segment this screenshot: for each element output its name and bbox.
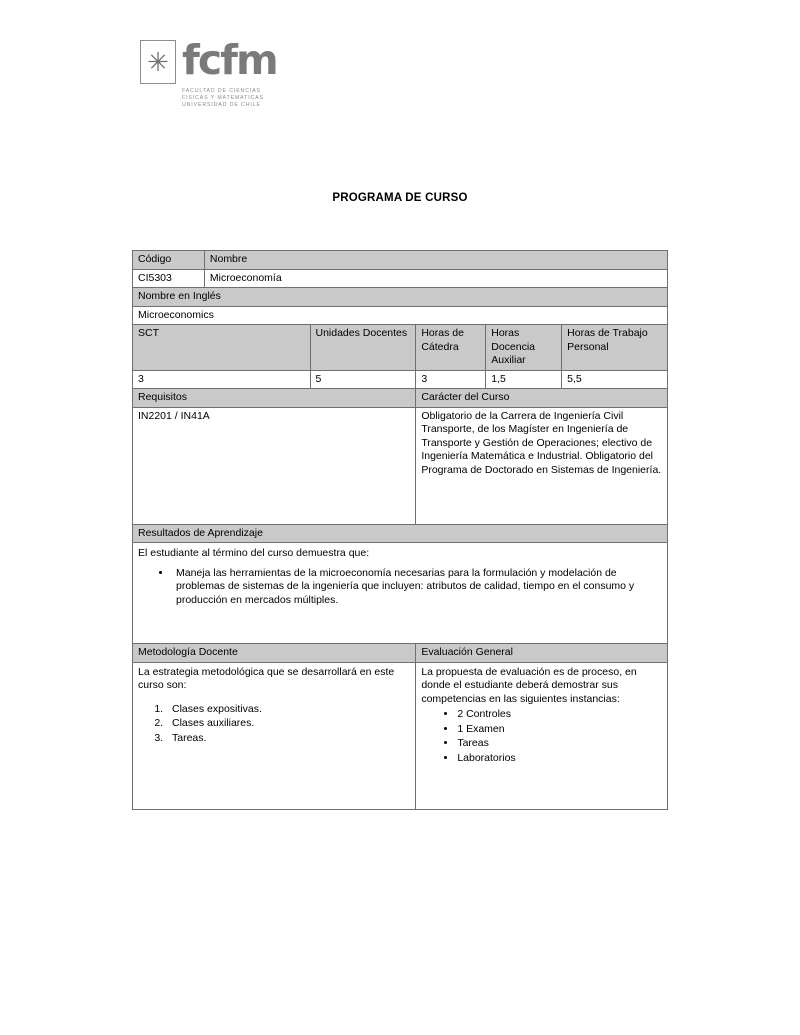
value-nombre: Microeconomía: [204, 269, 667, 288]
value-horas-docencia-auxiliar: 1,5: [486, 370, 562, 389]
value-unidades-docentes: 5: [310, 370, 416, 389]
value-resultados-aprendizaje: [133, 543, 668, 644]
evaluacion-list: [421, 708, 662, 765]
metodologia-intro: La estrategia metodológica que se desarrollará en este curso son:: [138, 665, 395, 691]
list-item: • Maneja las herramientas de la microeconomía necesarias para la formulación y modelación de problemas de sistemas de la ingeniería que incluyen: atributos de calidad, tiempo en el consumo y producción en mercados múltiples.: [172, 567, 662, 608]
evaluacion-intro: La propuesta de evaluación es de proceso, en donde el estudiante deberá demostrar sus competencias en las siguientes instancias:: [421, 665, 637, 705]
header-resultados-aprendizaje: Resultados de Aprendizaje: [133, 524, 668, 543]
list-item: • 1 Examen: [457, 723, 662, 737]
value-caracter-curso: Obligatorio de la Carrera de Ingeniería Civil Transporte, de los Magíster en Ingeniería de Transporte y Gestión de Operaciones; electivo de Ingeniería Matemática e Industrial. Obligatorio del Programa de Doctorado en Sistemas de Ingeniería.: [416, 407, 668, 524]
logo-subtitle-line-2: FISICAS Y MATEMATICAS: [182, 95, 264, 101]
star-icon: [140, 40, 176, 84]
table-row: [133, 306, 668, 325]
value-requisitos: IN2201 / IN41A: [133, 407, 416, 524]
logo-wordmark: fcfm: [182, 36, 277, 84]
list-item: • Laboratorios: [457, 752, 662, 766]
header-metodologia-docente: Metodología Docente: [133, 644, 416, 663]
logo-subtitle: [182, 88, 400, 109]
value-evaluacion-general: [416, 662, 668, 809]
resultados-bullet-list: [138, 567, 662, 608]
table-row: [133, 662, 668, 809]
table-row: [133, 325, 668, 371]
header-sct: SCT: [133, 325, 311, 371]
table-row: [133, 288, 668, 307]
list-item: • 2 Controles: [457, 708, 662, 722]
value-sct: 3: [133, 370, 311, 389]
table-row: [133, 407, 668, 524]
metodologia-list: [138, 703, 410, 746]
header-nombre-ingles: Nombre en Inglés: [133, 288, 668, 307]
table-row: [133, 543, 668, 644]
faculty-logo: [140, 36, 400, 109]
value-codigo: CI5303: [133, 269, 205, 288]
logo-subtitle-line-1: FACULTAD DE CIENCIAS: [182, 88, 261, 94]
list-item: 2. Clases auxiliares.: [166, 717, 410, 731]
page-title: PROGRAMA DE CURSO: [332, 192, 468, 204]
header-caracter-curso: Carácter del Curso: [416, 389, 668, 408]
header-horas-docencia-auxiliar: Horas Docencia Auxiliar: [486, 325, 562, 371]
header-codigo: Código: [133, 251, 205, 270]
header-horas-trabajo-personal: Horas de Trabajo Personal: [562, 325, 668, 371]
header-evaluacion-general: Evaluación General: [416, 644, 668, 663]
table-row: [133, 251, 668, 270]
value-metodologia-docente: [133, 662, 416, 809]
table-row: [133, 370, 668, 389]
value-horas-trabajo-personal: 5,5: [562, 370, 668, 389]
table-row: [133, 524, 668, 543]
list-item: 3. Tareas.: [166, 732, 410, 746]
star-glyph: ✳: [147, 47, 169, 77]
table-row: [133, 644, 668, 663]
header-nombre: Nombre: [204, 251, 667, 270]
header-unidades-docentes: Unidades Docentes: [310, 325, 416, 371]
value-horas-catedra: 3: [416, 370, 486, 389]
table-row: [133, 269, 668, 288]
resultados-intro: El estudiante al término del curso demuestra que:: [138, 547, 370, 559]
list-item: 1. Clases expositivas.: [166, 703, 410, 717]
course-program-table: [132, 250, 668, 810]
value-nombre-ingles: Microeconomics: [133, 306, 668, 325]
logo-subtitle-line-3: UNIVERSIDAD DE CHILE: [182, 102, 261, 108]
list-item: • Tareas: [457, 737, 662, 751]
header-horas-catedra: Horas de Cátedra: [416, 325, 486, 371]
table-row: [133, 389, 668, 408]
logo-row: [140, 36, 400, 84]
header-requisitos: Requisitos: [133, 389, 416, 408]
